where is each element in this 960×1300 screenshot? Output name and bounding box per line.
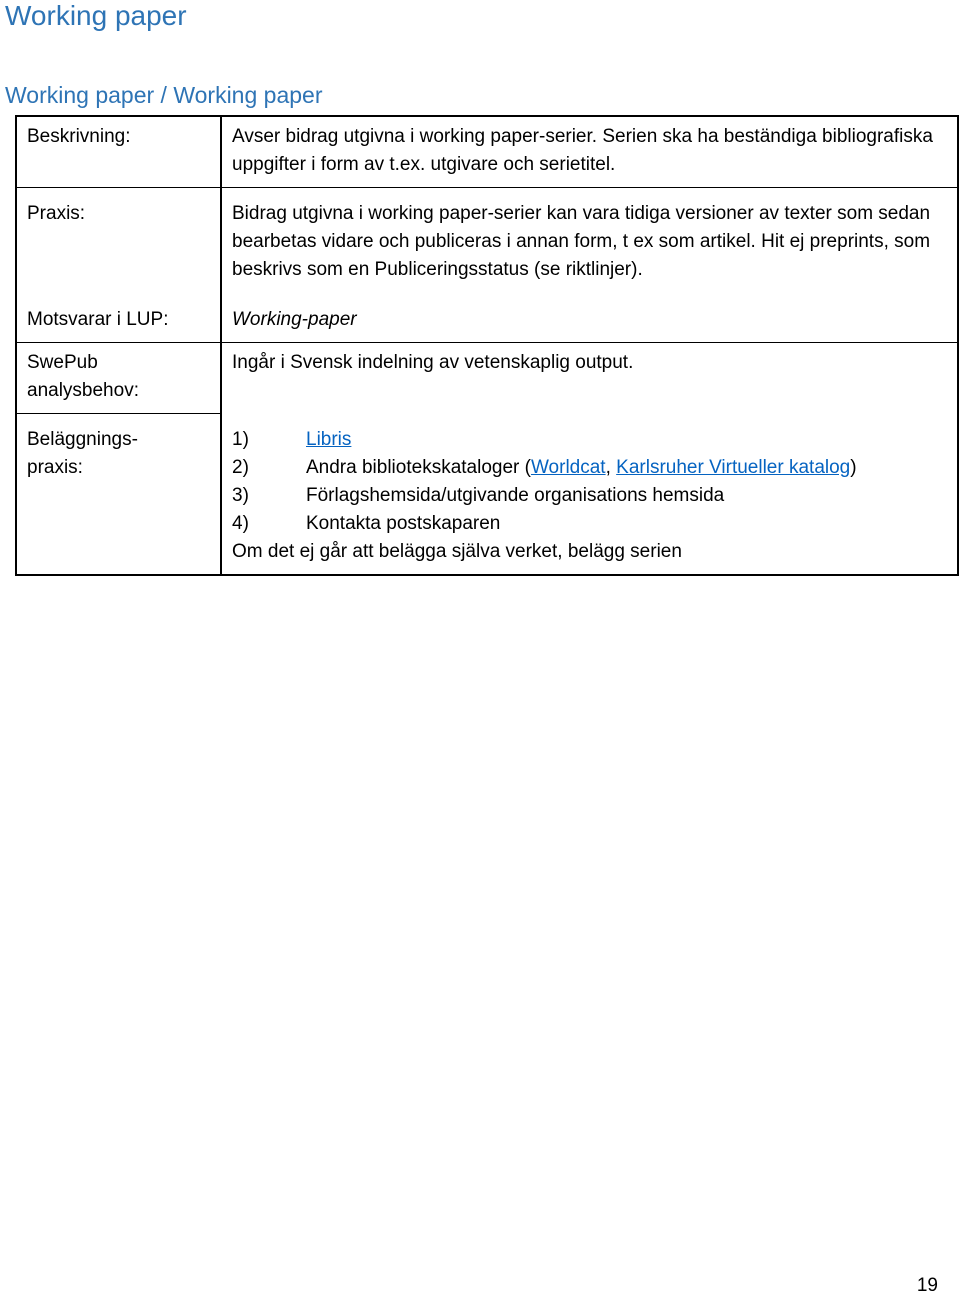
spec-table xyxy=(15,115,959,576)
table-row-beskrivning xyxy=(16,116,958,188)
list-item-number: 4) xyxy=(232,512,249,534)
row-label-swepub xyxy=(16,343,221,414)
list-item-number: 3) xyxy=(232,484,249,506)
row-label-belaggning-line2: praxis: xyxy=(27,457,83,478)
worldcat-link[interactable]: Worldcat xyxy=(530,456,606,478)
list-item xyxy=(232,510,947,538)
row-value-swepub: Ingår i Svensk indelning av vetenskaplig output. xyxy=(232,352,634,373)
list-item xyxy=(232,482,947,510)
list-item-number: 1) xyxy=(232,428,249,450)
row-value-belaggning xyxy=(221,414,958,575)
row-label-belaggning xyxy=(16,414,221,575)
libris-link[interactable]: Libris xyxy=(306,428,352,450)
comma: , xyxy=(605,456,617,478)
table-row-belaggning xyxy=(16,414,958,575)
row-label-lup: Motsvarar i LUP: xyxy=(16,292,221,343)
karlsruher-link[interactable]: Karlsruher Virtueller katalog xyxy=(616,456,851,478)
table-row-lup xyxy=(16,292,958,343)
list-item-text: Andra bibliotekskataloger xyxy=(306,456,525,478)
list-item-text: Förlagshemsida/utgivande organisations hemsida xyxy=(306,484,725,506)
row-label-swepub-line2: analysbehov: xyxy=(27,380,139,401)
page-title: Working paper xyxy=(5,0,187,31)
belaggning-footer: Om det ej går att belägga själva verket, belägg serien xyxy=(232,540,682,562)
row-label-praxis: Praxis: xyxy=(16,188,221,293)
row-label-swepub-line1: SwePub xyxy=(27,352,98,373)
paren-open: ( xyxy=(524,456,531,478)
row-label-beskrivning: Beskrivning: xyxy=(16,116,221,188)
row-label-belaggning-line1: Beläggnings- xyxy=(27,429,138,450)
list-item xyxy=(232,454,947,482)
paren-close: ) xyxy=(850,456,857,478)
row-value-beskrivning: Avser bidrag utgivna i working paper-serier. Serien ska ha beständiga bibliografiska uppgifter i form av t.ex. utgivare och serietitel. xyxy=(221,116,958,188)
table-row-swepub xyxy=(16,343,958,414)
row-value-lup: Working-paper xyxy=(221,292,958,343)
table-row-praxis xyxy=(16,188,958,293)
page-number: 19 xyxy=(916,1275,938,1296)
list-item-text: Kontakta postskaparen xyxy=(306,512,501,534)
list-item xyxy=(232,426,947,454)
list-item-number: 2) xyxy=(232,456,249,478)
section-heading: Working paper / Working paper xyxy=(5,82,323,108)
row-value-praxis: Bidrag utgivna i working paper-serier kan vara tidiga versioner av texter som sedan bearbetas vidare och publiceras i annan form, t ex som artikel. Hit ej preprints, som beskrivs som en Publiceringsstatus (se riktlinjer). xyxy=(232,203,931,280)
